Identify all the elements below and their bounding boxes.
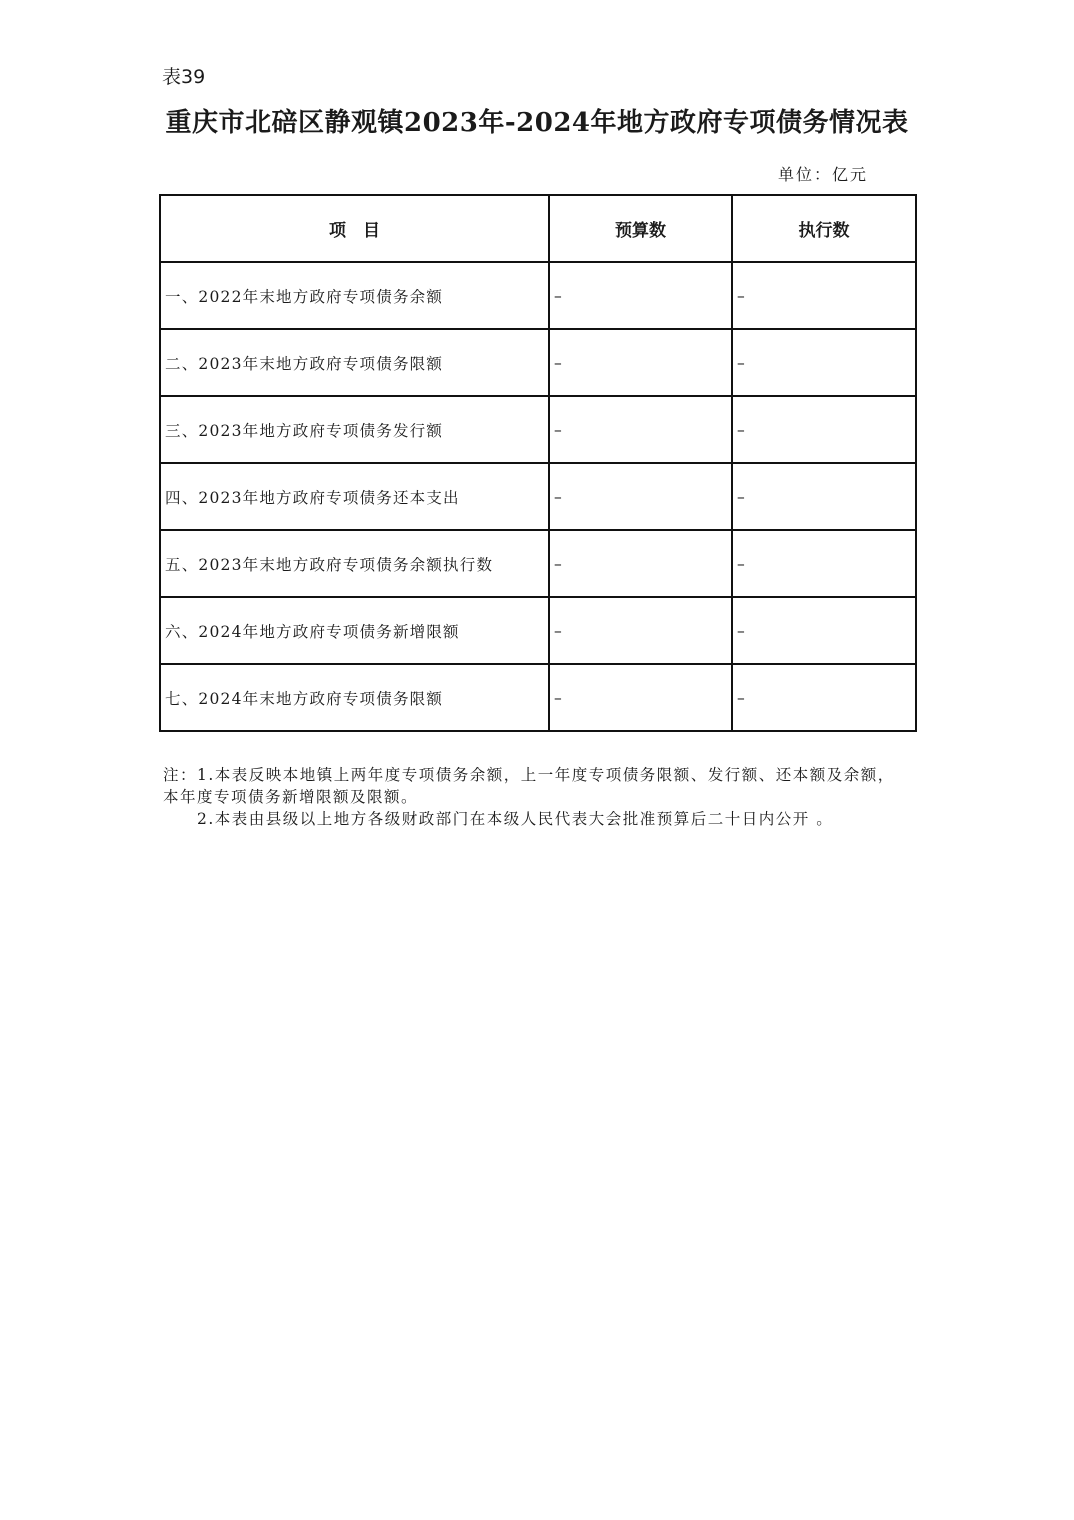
row-execution: – <box>732 530 916 597</box>
table-row <box>160 597 916 664</box>
row-execution: – <box>732 329 916 396</box>
table-row <box>160 329 916 396</box>
table-row <box>160 463 916 530</box>
header-execution: 执行数 <box>732 195 916 262</box>
row-budget: – <box>549 530 732 597</box>
note-1: 注：1.本表反映本地镇上两年度专项债务余额，上一年度专项债务限额、发行额、还本额及余额，本年度专项债务新增限额及限额。 <box>163 766 895 806</box>
row-budget: – <box>549 463 732 530</box>
row-budget: – <box>549 664 732 731</box>
row-item: 七、2024年末地方政府专项债务限额 <box>160 664 549 731</box>
note-2: 2.本表由县级以上地方各级财政部门在本级人民代表大会批准预算后二十日内公开 。 <box>197 810 834 828</box>
row-item: 四、2023年地方政府专项债务还本支出 <box>160 463 549 530</box>
document-title: 重庆市北碚区静观镇2023年-2024年地方政府专项债务情况表 <box>165 108 909 138</box>
row-execution: – <box>732 664 916 731</box>
table-row <box>160 530 916 597</box>
row-item: 五、2023年末地方政府专项债务余额执行数 <box>160 530 549 597</box>
table-number: 表39 <box>162 66 206 88</box>
table-header-row <box>160 195 916 262</box>
row-item: 六、2024年地方政府专项债务新增限额 <box>160 597 549 664</box>
table-row <box>160 396 916 463</box>
row-budget: – <box>549 396 732 463</box>
row-execution: – <box>732 262 916 329</box>
row-budget: – <box>549 597 732 664</box>
header-item: 项 目 <box>160 195 549 262</box>
row-budget: – <box>549 329 732 396</box>
table-notes <box>163 764 903 830</box>
table-row <box>160 262 916 329</box>
row-item: 一、2022年末地方政府专项债务余额 <box>160 262 549 329</box>
row-execution: – <box>732 597 916 664</box>
header-budget: 预算数 <box>549 195 732 262</box>
row-item: 二、2023年末地方政府专项债务限额 <box>160 329 549 396</box>
row-execution: – <box>732 396 916 463</box>
row-item: 三、2023年地方政府专项债务发行额 <box>160 396 549 463</box>
debt-table <box>159 194 917 732</box>
unit-label: 单位：亿元 <box>778 165 869 184</box>
row-execution: – <box>732 463 916 530</box>
row-budget: – <box>549 262 732 329</box>
table-row <box>160 664 916 731</box>
